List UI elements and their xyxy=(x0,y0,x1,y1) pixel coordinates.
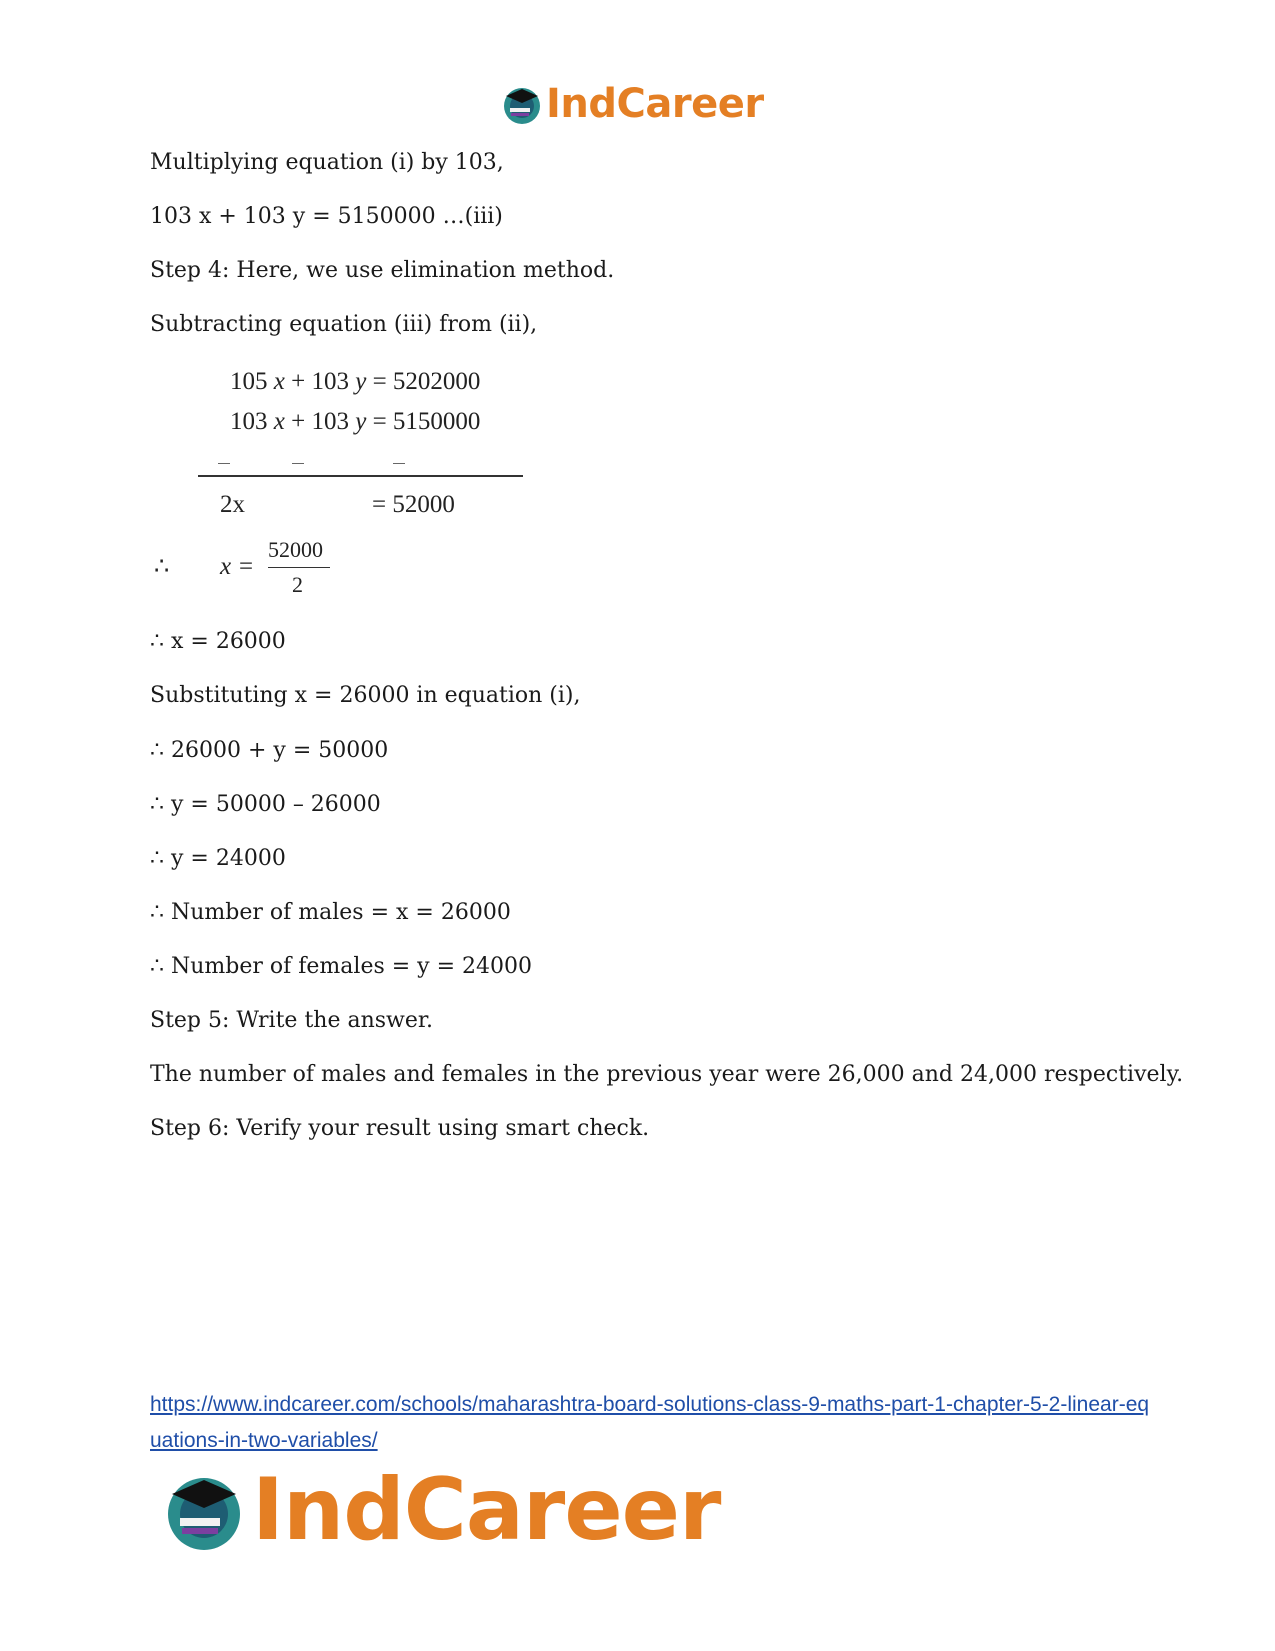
therefore-symbol: ∴ xyxy=(154,554,170,580)
equation-105: 105 x + 103 y = 5202000 xyxy=(230,368,481,395)
x-equals: x = xyxy=(220,553,255,580)
text-line: 103 x + 103 y = 5150000 …(iii) xyxy=(150,204,503,229)
fraction-numerator: 52000 xyxy=(268,537,323,562)
logo-text: IndCareer xyxy=(252,1460,721,1560)
graduation-globe-icon xyxy=(500,82,544,126)
text-line: ∴ 26000 + y = 50000 xyxy=(150,738,389,763)
fraction-bar xyxy=(268,567,330,568)
text-line: ∴ y = 24000 xyxy=(150,846,286,871)
text-line: Step 5: Write the answer. xyxy=(150,1008,433,1033)
source-link[interactable]: https://www.indcareer.com/schools/maharashtra-board-solutions-class-9-maths-part-1-chapter-5-2-linear-equations-in-two-variables/ xyxy=(150,1393,1150,1452)
minus-sign xyxy=(218,463,230,464)
text-line: Step 6: Verify your result using smart check. xyxy=(150,1116,650,1141)
text-line: The number of males and females in the previous year were 26,000 and 24,000 respectively. xyxy=(150,1062,1184,1087)
equation-103: 103 x + 103 y = 5150000 xyxy=(230,408,481,435)
text-line: Subtracting equation (iii) from (ii), xyxy=(150,312,538,337)
text-line: ∴ Number of females = y = 24000 xyxy=(150,954,533,979)
text-line: Substituting x = 26000 in equation (i), xyxy=(150,683,581,708)
header-logo xyxy=(500,78,764,130)
minus-sign xyxy=(393,463,405,464)
text-line: Multiplying equation (i) by 103, xyxy=(150,150,504,175)
text-line: ∴ x = 26000 xyxy=(150,629,286,654)
graduation-globe-icon xyxy=(160,1466,248,1554)
fraction-denominator: 2 xyxy=(292,572,303,597)
text-line: ∴ Number of males = x = 26000 xyxy=(150,900,511,925)
difference-left: 2x xyxy=(220,491,245,518)
difference-right: = 52000 xyxy=(372,491,455,518)
text-line: Step 4: Here, we use elimination method. xyxy=(150,258,615,283)
minus-sign xyxy=(292,463,304,464)
text-line: ∴ y = 50000 – 26000 xyxy=(150,792,381,817)
subtraction-rule xyxy=(198,475,523,477)
logo-text: IndCareer xyxy=(546,81,764,127)
footer-logo xyxy=(160,1460,721,1560)
